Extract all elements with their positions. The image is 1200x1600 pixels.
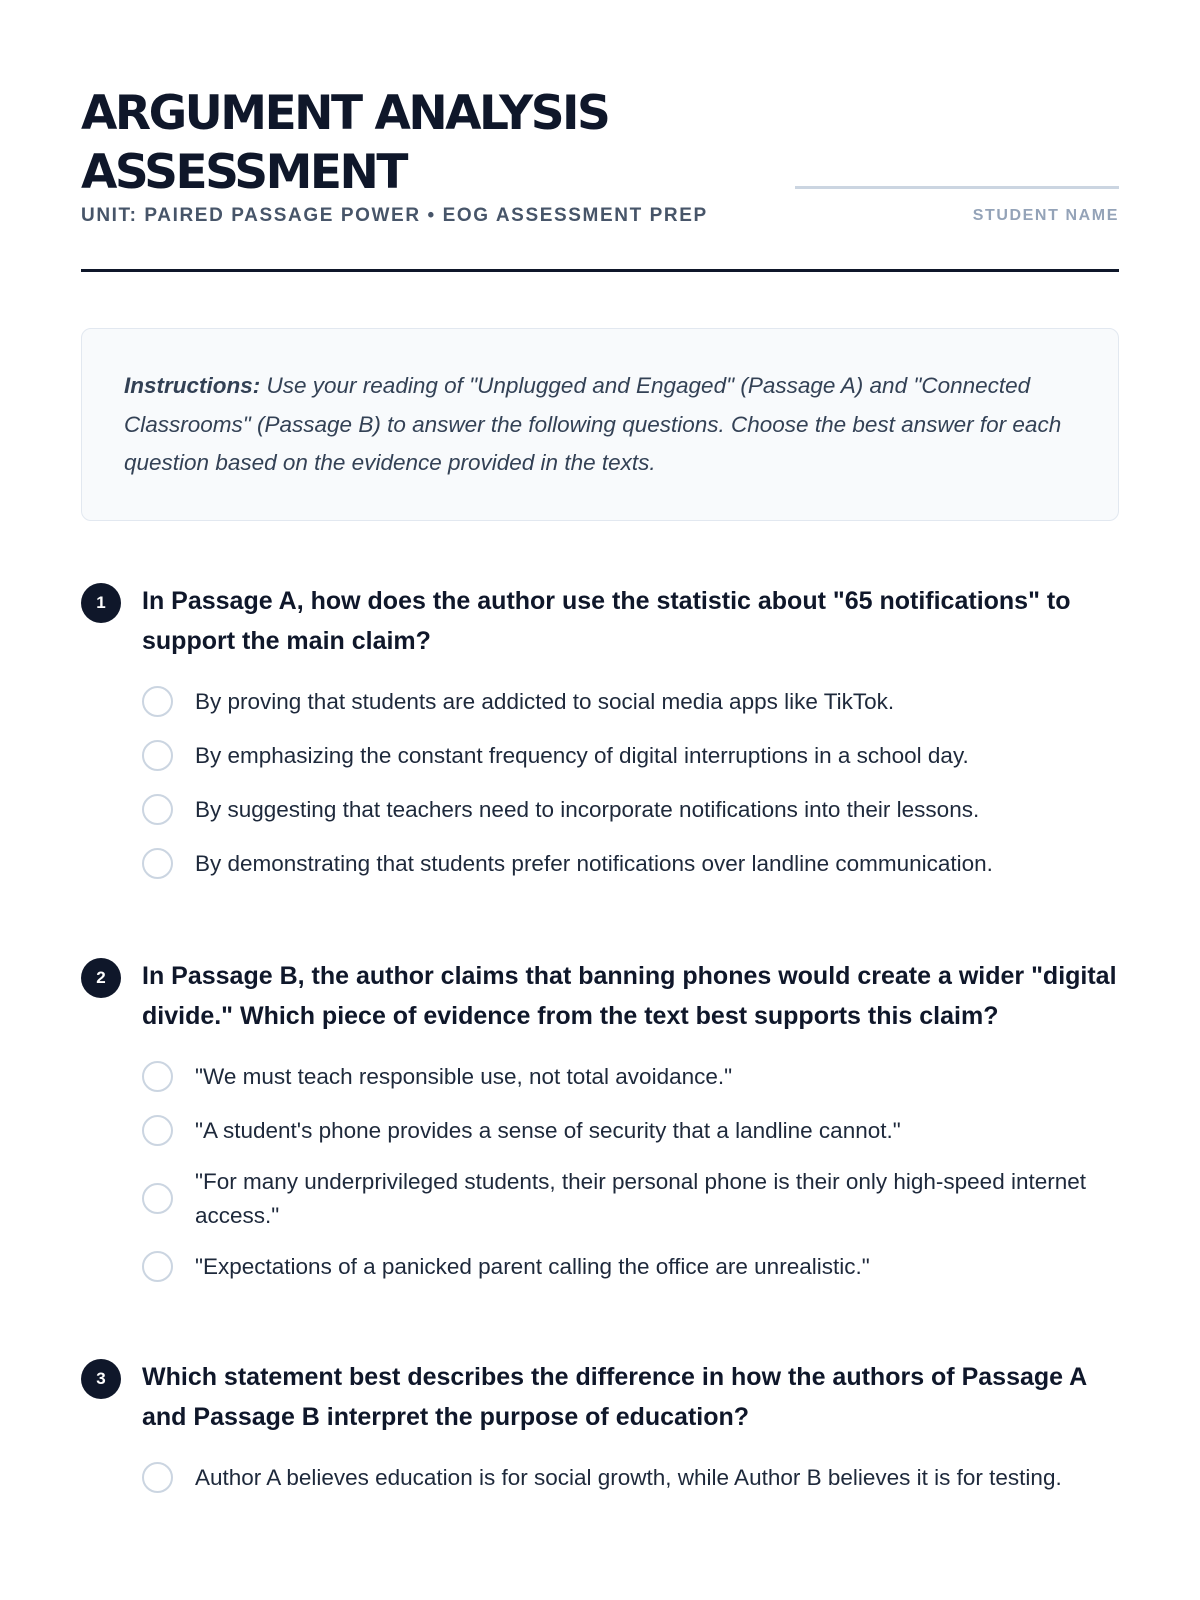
student-name-field[interactable] <box>795 186 1119 225</box>
question-header <box>81 581 1119 662</box>
page-title <box>81 84 608 202</box>
question-3 <box>81 1357 1119 1498</box>
title-line-2: ASSESSMENT <box>81 145 406 200</box>
radio-button[interactable] <box>142 1251 173 1282</box>
option-text: "We must teach responsible use, not total avoidance." <box>195 1063 733 1089</box>
option-text: By proving that students are addicted to social media apps like TikTok. <box>195 688 895 714</box>
page-header <box>81 0 1119 272</box>
radio-button[interactable] <box>142 686 173 717</box>
answer-option[interactable] <box>142 682 1119 722</box>
question-text: In Passage A, how does the author use the statistic about "65 notifications" to support the main claim? <box>142 586 1071 655</box>
answer-option[interactable] <box>142 736 1119 776</box>
instructions-text: Use your reading of "Unplugged and Engaged" (Passage A) and "Connected Classrooms" (Passage B) to answer the following questions. Choose the best answer for each question based on the evidence provided in the texts. <box>124 373 1062 475</box>
question-2 <box>81 956 1119 1287</box>
answer-option[interactable] <box>142 1247 1119 1287</box>
radio-button[interactable] <box>142 740 173 771</box>
question-number-badge: 2 <box>81 958 121 998</box>
question-number-badge: 3 <box>81 1359 121 1399</box>
radio-button[interactable] <box>142 1061 173 1092</box>
answer-options <box>81 1057 1119 1287</box>
radio-button[interactable] <box>142 848 173 879</box>
question-text: In Passage B, the author claims that banning phones would create a wider "digital divide." Which piece of evidence from the text best supports this claim? <box>142 961 1117 1030</box>
title-line-1: ARGUMENT ANALYSIS <box>81 86 609 141</box>
option-text: By emphasizing the constant frequency of digital interruptions in a school day. <box>195 742 969 768</box>
option-text: Author A believes education is for social growth, while Author B believes it is for testing. <box>195 1464 1062 1490</box>
radio-button[interactable] <box>142 1462 173 1493</box>
question-text: Which statement best describes the difference in how the authors of Passage A and Passage B interpret the purpose of education? <box>142 1362 1087 1431</box>
radio-button[interactable] <box>142 1115 173 1146</box>
answer-options <box>81 682 1119 884</box>
question-header <box>81 956 1119 1037</box>
option-text: By demonstrating that students prefer notifications over landline communication. <box>195 850 993 876</box>
question-number-badge: 1 <box>81 583 121 623</box>
answer-option[interactable] <box>142 844 1119 884</box>
question-1 <box>81 581 1119 884</box>
answer-option[interactable] <box>142 1111 1119 1151</box>
question-header <box>81 1357 1119 1438</box>
answer-option[interactable] <box>142 1165 1119 1233</box>
student-name-line[interactable] <box>795 186 1119 189</box>
option-text: "Expectations of a panicked parent calling the office are unrealistic." <box>195 1253 870 1279</box>
option-text: "A student's phone provides a sense of security that a landline cannot." <box>195 1117 901 1143</box>
instructions-box <box>81 328 1119 521</box>
radio-button[interactable] <box>142 794 173 825</box>
answer-option[interactable] <box>142 790 1119 830</box>
answer-option[interactable] <box>142 1057 1119 1097</box>
option-text: "For many underprivileged students, their personal phone is their only high-speed internet access." <box>195 1168 1087 1228</box>
answer-options <box>81 1458 1119 1498</box>
student-name-label: STUDENT NAME <box>972 207 1119 224</box>
option-text: By suggesting that teachers need to incorporate notifications into their lessons. <box>195 796 980 822</box>
answer-option[interactable] <box>142 1458 1119 1498</box>
radio-button[interactable] <box>142 1183 173 1214</box>
unit-subtitle: UNIT: PAIRED PASSAGE POWER • EOG ASSESSMENT PREP <box>81 205 708 226</box>
instructions-lead: Instructions: <box>124 373 261 398</box>
